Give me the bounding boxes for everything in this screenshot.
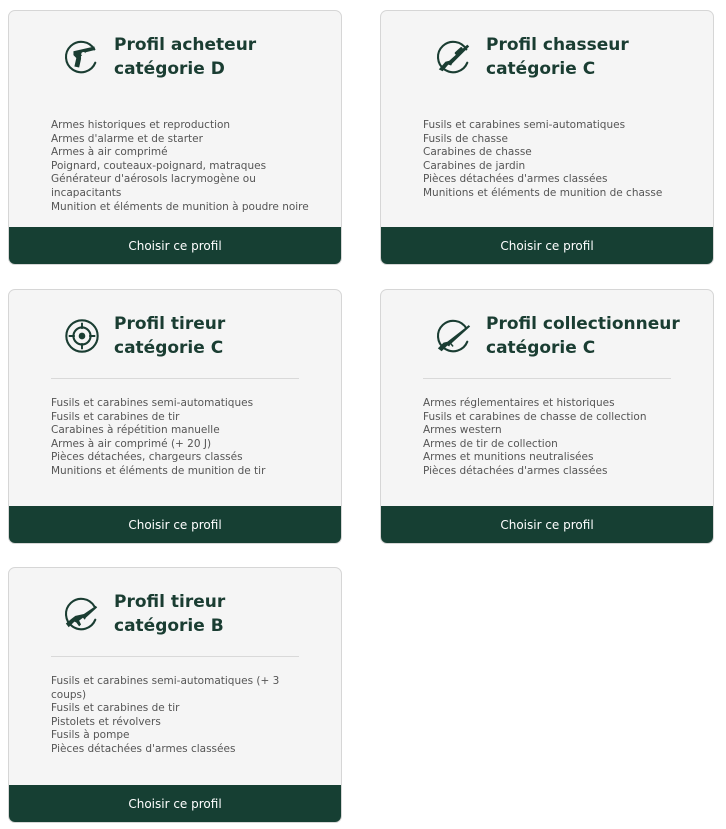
card-title-line1: Profil tireur — [114, 314, 226, 334]
feature-list — [423, 119, 683, 201]
profile-card-buyer-d — [8, 10, 342, 265]
assault-rifle-icon — [63, 595, 101, 633]
list-item: Armes à air comprimé — [51, 146, 168, 159]
card-title — [114, 590, 225, 638]
list-item: Carabines à répétition manuelle — [51, 424, 220, 437]
card-title-line2: catégorie C — [114, 338, 224, 358]
card-header — [63, 590, 225, 638]
list-item: Armes western — [423, 424, 502, 437]
choose-profile-button[interactable]: Choisir ce profil — [381, 227, 713, 264]
feature-list — [51, 119, 311, 214]
card-title-line1: Profil acheteur — [114, 35, 257, 55]
revolver-icon — [63, 38, 101, 76]
list-item: Fusils et carabines de chasse de collection — [423, 410, 647, 423]
card-header — [63, 33, 256, 81]
target-icon — [63, 317, 101, 355]
card-title — [486, 33, 629, 81]
hunting-rifle-scope-icon — [435, 38, 473, 76]
list-item: Armes et munitions neutralisées — [423, 451, 594, 464]
card-header — [63, 312, 225, 360]
list-item: Munition et éléments de munition à poudre noire — [51, 200, 309, 213]
list-item: Générateur d'aérosols lacrymogène ou — [51, 173, 256, 186]
list-item: Munitions et éléments de munition de chasse — [423, 186, 663, 199]
list-item: Armes d'alarme et de starter — [51, 132, 203, 145]
list-item: Carabines de jardin — [423, 159, 526, 172]
list-item: Pièces détachées d'armes classées — [423, 464, 608, 477]
choose-profile-button[interactable]: Choisir ce profil — [9, 227, 341, 264]
list-item: Fusils à pompe — [51, 729, 130, 742]
list-item: Armes réglementaires et historiques — [423, 397, 615, 409]
list-item: incapacitants — [51, 186, 122, 199]
card-title-line2: catégorie B — [114, 616, 224, 636]
list-item: Pistolets et révolvers — [51, 715, 161, 728]
card-title-line2: catégorie D — [114, 59, 225, 79]
divider — [51, 656, 299, 657]
list-item: Fusils et carabines semi-automatiques (+ 3 coups) — [51, 675, 280, 701]
collector-rifle-icon — [435, 317, 473, 355]
profile-card-shooter-b — [8, 567, 342, 823]
card-title — [114, 33, 256, 81]
divider — [423, 378, 671, 379]
card-title-line2: catégorie C — [486, 59, 596, 79]
choose-profile-button[interactable]: Choisir ce profil — [381, 506, 713, 543]
list-item: Fusils et carabines de tir — [51, 410, 180, 423]
list-item: Fusils et carabines semi-automatiques — [51, 397, 254, 409]
feature-list — [51, 675, 311, 757]
list-item: Armes à air comprimé (+ 20 J) — [51, 437, 212, 450]
card-title-line1: Profil tireur — [114, 592, 226, 612]
feature-list — [423, 397, 683, 479]
card-title — [114, 312, 225, 360]
list-item: Armes historiques et reproduction — [51, 119, 231, 131]
list-item: Pièces détachées d'armes classées — [51, 742, 236, 755]
list-item: Fusils de chasse — [423, 132, 508, 145]
list-item: Poignard, couteaux-poignard, matraques — [51, 159, 267, 172]
profile-card-collector-c — [380, 289, 714, 544]
feature-list — [51, 397, 311, 479]
list-item: Munitions et éléments de munition de tir — [51, 464, 266, 477]
card-title-line1: Profil collectionneur — [486, 314, 680, 334]
profile-card-hunter-c — [380, 10, 714, 265]
card-header — [435, 312, 680, 360]
list-item: Pièces détachées, chargeurs classés — [51, 451, 243, 464]
choose-profile-button[interactable]: Choisir ce profil — [9, 785, 341, 822]
card-title-line1: Profil chasseur — [486, 35, 629, 55]
list-item: Fusils et carabines de tir — [51, 702, 180, 715]
list-item: Pièces détachées d'armes classées — [423, 173, 608, 186]
card-header — [435, 33, 629, 81]
list-item: Armes de tir de collection — [423, 437, 558, 450]
list-item: Fusils et carabines semi-automatiques — [423, 119, 626, 131]
card-title-line2: catégorie C — [486, 338, 596, 358]
choose-profile-button[interactable]: Choisir ce profil — [9, 506, 341, 543]
profile-card-shooter-c — [8, 289, 342, 544]
card-title — [486, 312, 680, 360]
list-item: Carabines de chasse — [423, 146, 532, 159]
divider — [51, 378, 299, 379]
